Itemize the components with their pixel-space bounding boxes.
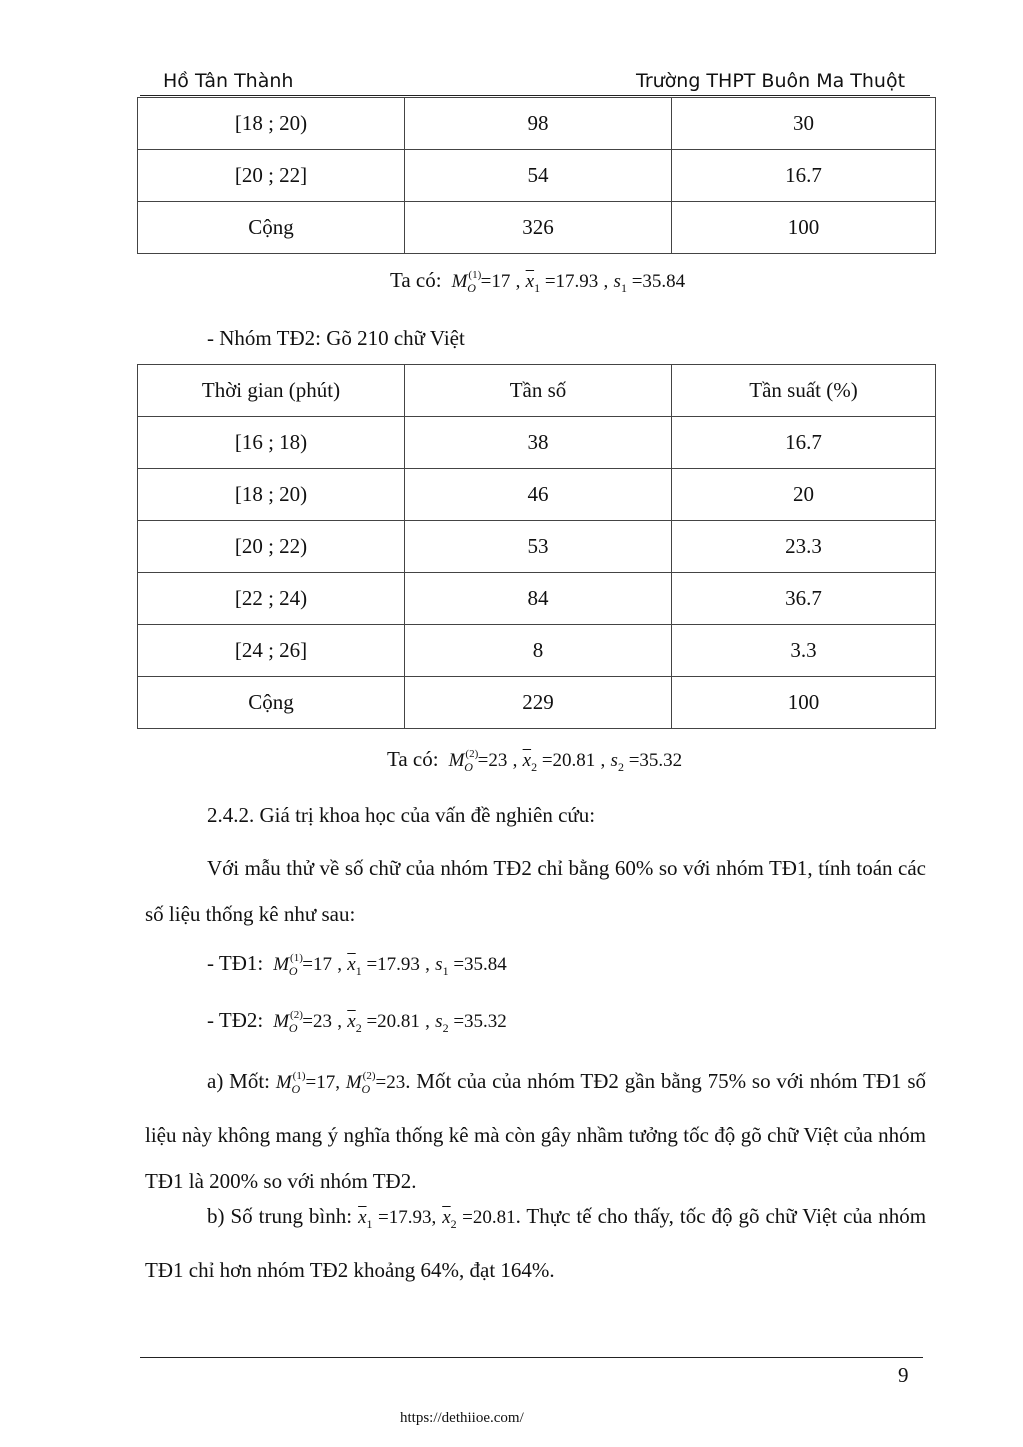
table-cell: [16 ; 18)	[138, 417, 405, 469]
table-cell: [24 ; 26]	[138, 625, 405, 677]
footer-divider	[140, 1357, 923, 1358]
table-cell: 30	[672, 98, 936, 150]
table-cell: Cộng	[138, 677, 405, 729]
table-header-cell: Thời gian (phút)	[138, 365, 405, 417]
frequency-table-group2	[137, 364, 936, 729]
mean-formula: $\overline{x}_2 =20.81$	[522, 750, 596, 774]
stats-group2: Ta có: $M^{(2)}_O =23$ , $\overline{x}_2 =20.81$ , $s_2 =35.32$	[387, 747, 683, 774]
table-cell: 326	[405, 202, 672, 254]
table-cell: 100	[672, 677, 936, 729]
table-cell: 38	[405, 417, 672, 469]
mode-formula: $M^{(1)}_O =17$	[451, 269, 511, 295]
table-cell: 100	[672, 202, 936, 254]
table-cell: 229	[405, 677, 672, 729]
stats-lead: Ta có:	[390, 268, 442, 292]
table-cell: 54	[405, 150, 672, 202]
sd-formula: $s_2 =35.32$	[610, 750, 683, 774]
header-divider	[140, 95, 930, 96]
td1-stats: - TĐ1: $M^{(1)}_O =17$ , $\overline{x}_1 =17.93$ , $s_1 =35.84$	[207, 951, 507, 978]
section-title: 2.4.2. Giá trị khoa học của vấn đề nghiên cứu:	[207, 803, 596, 827]
sd-formula: $s_1 =35.84$	[613, 271, 686, 295]
header-school: Trường THPT Buôn Ma Thuột	[636, 70, 906, 92]
table-row	[138, 417, 936, 469]
paragraph-mean: b) Số trung bình: $\overline{x}_1 =17.93$, $\overline{x}_2 =20.81$. Thực tế cho thấy, tốc độ gõ chữ Việt của nhóm TĐ1 chỉ hơn nhóm TĐ2 khoảng 64%, đạt 164%.	[145, 1204, 927, 1282]
table-cell: 53	[405, 521, 672, 573]
table-row	[138, 469, 936, 521]
table-row	[138, 98, 936, 150]
table-header-row	[138, 365, 936, 417]
table-row	[138, 625, 936, 677]
table-header-cell: Tần suất (%)	[672, 365, 936, 417]
stats-group1: Ta có: $M^{(1)}_O =17$ , $\overline{x}_1 =17.93$ , $s_1 =35.84$	[390, 268, 686, 295]
table-cell: 16.7	[672, 417, 936, 469]
table-cell: 84	[405, 573, 672, 625]
table-cell: 36.7	[672, 573, 936, 625]
table-row	[138, 150, 936, 202]
mode-formula: $M^{(2)}_O =23$	[448, 748, 508, 774]
table-cell: 23.3	[672, 521, 936, 573]
footer-url: https://dethiioe.com/	[400, 1410, 524, 1426]
mean-formula: $\overline{x}_1 =17.93$	[525, 271, 599, 295]
td2-stats: - TĐ2: $M^{(2)}_O =23$ , $\overline{x}_2 =20.81$ , $s_2 =35.32$	[207, 1008, 507, 1035]
header-author: Hồ Tân Thành	[163, 70, 294, 92]
table-cell: Cộng	[138, 202, 405, 254]
table-cell: 16.7	[672, 150, 936, 202]
table-cell: 3.3	[672, 625, 936, 677]
table-row	[138, 202, 936, 254]
table-cell: 46	[405, 469, 672, 521]
table-cell: [22 ; 24)	[138, 573, 405, 625]
group2-title: - Nhóm TĐ2: Gõ 210 chữ Việt	[207, 326, 465, 350]
table-header-cell: Tần số	[405, 365, 672, 417]
table-row	[138, 573, 936, 625]
table-cell: 8	[405, 625, 672, 677]
stats-lead: Ta có:	[387, 747, 439, 771]
table-cell: [18 ; 20)	[138, 469, 405, 521]
table-cell: 20	[672, 469, 936, 521]
table-cell: [20 ; 22)	[138, 521, 405, 573]
table-cell: [18 ; 20)	[138, 98, 405, 150]
table-row	[138, 521, 936, 573]
paragraph-intro: Với mẫu thử về số chữ của nhóm TĐ2 chỉ bằng 60% so với nhóm TĐ1, tính toán các số liệu thống kê như sau:	[145, 856, 926, 926]
frequency-table-group1	[137, 97, 936, 254]
table-cell: 98	[405, 98, 672, 150]
table-row	[138, 677, 936, 729]
paragraph-mode: a) Mốt: $M^{(1)}_O =17$, $M^{(2)}_O =23$. Mốt của của nhóm TĐ2 gần bằng 75% so với nhóm TĐ1 số liệu này không mang ý nghĩa thống kê mà còn gây nhầm tưởng tốc độ gõ chữ Việt của nhóm TĐ1 là 200% so với nhóm TĐ2.	[145, 1069, 927, 1193]
table-cell: [20 ; 22]	[138, 150, 405, 202]
page-number: 9	[898, 1363, 909, 1387]
